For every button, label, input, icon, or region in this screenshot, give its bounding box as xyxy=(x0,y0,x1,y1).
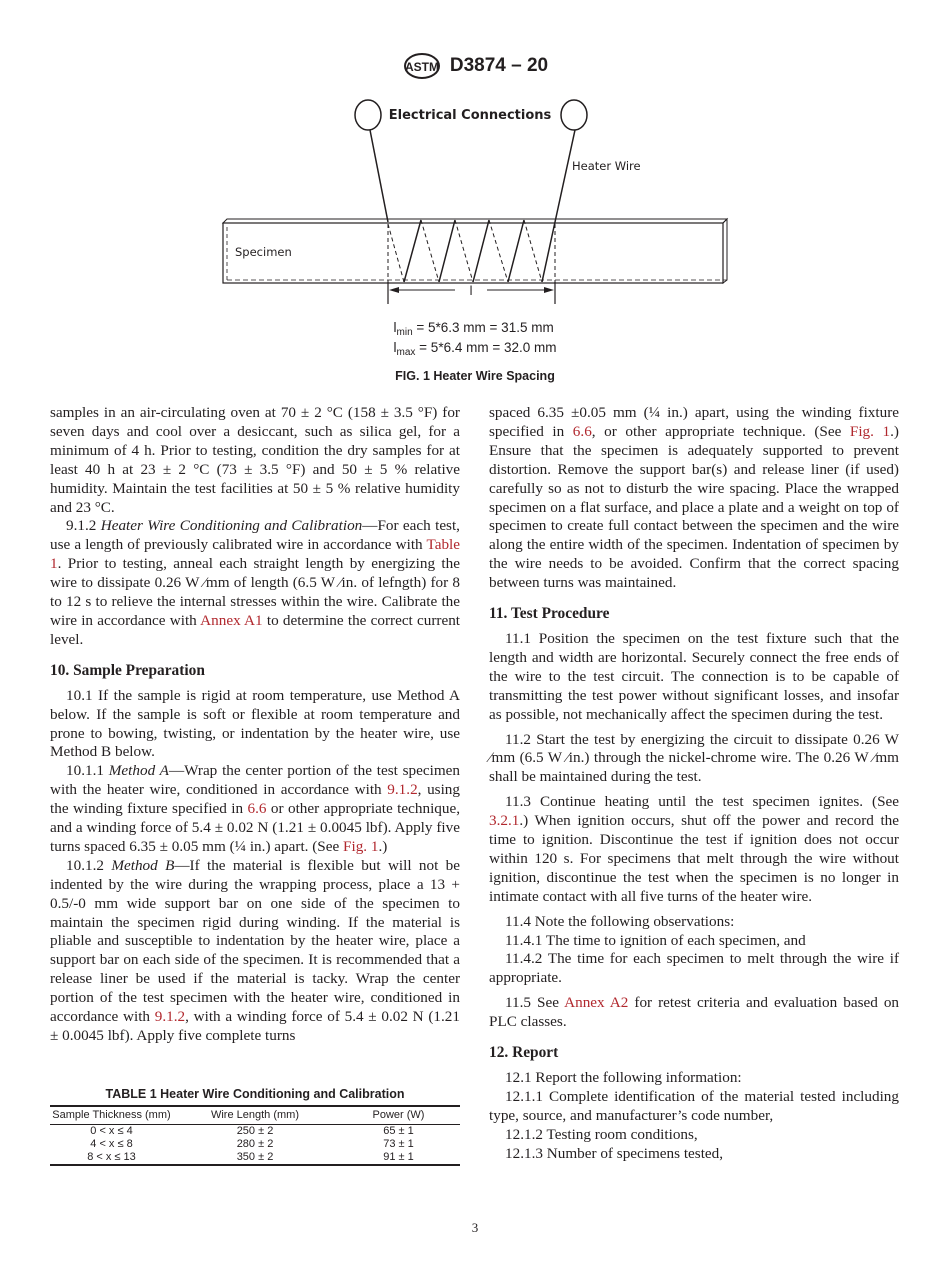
link-3-2-1[interactable]: 3.2.1 xyxy=(489,812,520,830)
page-header xyxy=(0,52,950,80)
paragraph-conditioning-cont: samples in an air-circulating oven at 70 ± 2 °C (158 ± 3.5 °F) for seven days and cool over a desiccant, such as silica gel, for a minimum of 4 h. Prior to testing, condition the dry samples for at least 40 h at 23 ± 2 °C (73 ± 3.5 °F) and 50 ± 5 % relative humidity. Maintain the test facilities at 50 ± 5 % relative humidity and 23 °C. xyxy=(50,404,460,516)
link-fig-1[interactable]: Fig. 1 xyxy=(343,837,379,855)
table-1 xyxy=(50,1087,460,1166)
link-9-1-2[interactable]: 9.1.2 xyxy=(387,781,418,799)
formula-max: $l_{max} = 5*6.4$ mm = 32.0 mm xyxy=(393,340,557,358)
section-heading-11: 11. Test Procedure xyxy=(489,605,610,623)
paragraph-9-1-2: 9.1.2 Heater Wire Conditioning and Calibration—For each test, use a length of previously calibrated wire in accordance with Table 1. Prior to testing, anneal each straight length by energizing the wire to dissipate 0.26 W ⁄mm of length (6.5 W ⁄in. of lefngth) for 8 to 12 s to relieve the internal stresses within the wire. Calibrate the wire in accordance with Annex A1 to determine the correct current level. xyxy=(50,517,461,648)
table-row: 8 < x ≤ 13 350 ± 2 91 ± 1 xyxy=(50,1151,460,1165)
astm-logo-icon xyxy=(402,52,442,80)
document-id: D3874 – 20 xyxy=(449,55,549,76)
formula-min: $l_{min} = 5*6.3$ mm = 31.5 mm xyxy=(393,320,554,338)
left-connection-terminal-icon xyxy=(355,100,381,130)
paragraph-11-5: 11.5 See Annex A2 for retest criteria and evaluation based on PLC classes. xyxy=(489,994,900,1031)
page-number: 3 xyxy=(471,1220,479,1235)
paragraph-12-1: 12.1 Report the following information: xyxy=(505,1069,742,1086)
figure-caption-block xyxy=(0,320,950,383)
length-symbol-label: l xyxy=(469,284,473,298)
link-annex-a2[interactable]: Annex A2 xyxy=(564,994,629,1012)
right-column xyxy=(489,404,899,1164)
paragraph-12-1-1: 12.1.1 Complete identification of the material tested including type, source, and manufacturer’s code number, xyxy=(489,1087,899,1124)
link-6-6[interactable]: 6.6 xyxy=(572,422,592,440)
paragraph-10-1-1: 10.1.1 Method A—Wrap the center portion of the test specimen with the heater wire, conditioned in accordance with 9.1.2, using the winding fixture specified in 6.6 or other appropriate technique, and a winding force of 5.4 ± 0.02 N (1.21 ± 0.0045 lbf). Apply five turns spaced 6.35 ± 0.05 mm (¼ in.) apart. (See Fig. 1.) xyxy=(50,762,461,855)
link-table-1[interactable]: Table 1 xyxy=(50,536,460,573)
section-heading-12: 12. Report xyxy=(489,1044,559,1062)
specimen-label: Specimen xyxy=(235,245,292,259)
paragraph-11-1: 11.1 Position the specimen on the test fixture such that the length and width are horizontal. Securely connect the free ends of the wire to the test circuit. The connection is to be capable of transmitting the test power without significant losses, and insofar as possible, not mechanically affect the specimen during the test. xyxy=(489,629,899,723)
electrical-connections-label: Electrical Connections xyxy=(388,108,552,123)
left-column xyxy=(50,404,460,1046)
column-header-power: Power (W) xyxy=(372,1109,425,1121)
table-row: 4 < x ≤ 8 280 ± 2 73 ± 1 xyxy=(90,1138,414,1150)
paragraph-11-2: 11.2 Start the test by energizing the circuit to dissipate 0.26 W ⁄mm (6.5 W ⁄in.) through the nickel-chrome wire. The 0.26 W ⁄mm shall be maintained during the test. xyxy=(489,730,899,786)
link-9-1-2[interactable]: 9.1.2 xyxy=(154,1008,186,1026)
paragraph-method-b-cont: spaced 6.35 ±0.05 mm (¼ in.) apart, using the winding fixture specified in 6.6, or other appropriate technique. (See Fig. 1.) Ensure that the specimen is adequately supported to prevent distortion. Remove the support bar(s) and release liner (if used) carefully so as not to disturb the wire spacing. Place the wrapped specimen on a flat surface, and place a plate and a weight on top of specimen to create full contact between the specimen and the wire along the entire width of the specimen. Indentation of specimen by the wire needs to be avoided. Confirm that the correct spacing between turns was maintained. xyxy=(489,404,899,592)
paragraph-10-1-2: 10.1.2 Method B—If the material is flexible but will not be indented by the wire during the wrapping process, place a 13 + 0.5/-0 mm wide support bar on one side of the specimen to maintain the specimen rigid during winding. If the material is pliable and susceptible to indentation by the heater wire, place a support bar on each side of the specimen. It is recommended that a release liner be used if the material is tacky. Wrap the center portion of the test specimen with the heater wire, conditioned in accordance with 9.1.2, with a winding force of 5.4 ± 0.02 N (1.21 ± 0.0045 lbf). Apply five complete turns xyxy=(50,856,461,1044)
svg-text:ASTM: ASTM xyxy=(404,60,439,74)
heater-wire-diagram xyxy=(215,92,735,322)
paragraph-12-1-3: 12.1.3 Number of specimens tested, xyxy=(505,1144,724,1162)
link-6-6[interactable]: 6.6 xyxy=(247,800,267,818)
paragraph-11-4: 11.4 Note the following observations: xyxy=(505,912,735,930)
column-header-thickness: Sample Thickness (mm) xyxy=(52,1109,171,1121)
link-fig-1[interactable]: Fig. 1 xyxy=(849,422,891,440)
paragraph-10-1: 10.1 If the sample is rigid at room temperature, use Method A below. If the sample is soft or flexible at room temperature and prone to bowing, twisting, or indentation by the heater wire, use Method B below. xyxy=(50,686,460,761)
paragraph-11-4-1: 11.4.1 The time to ignition of each specimen, and xyxy=(505,931,806,949)
length-formulas xyxy=(394,320,557,360)
section-heading-10: 10. Sample Preparation xyxy=(50,661,205,679)
heater-wire-label: Heater Wire xyxy=(572,159,641,173)
right-connection-terminal-icon xyxy=(561,100,587,130)
paragraph-11-3: 11.3 Continue heating until the test specimen ignites. (See 3.2.1.) When ignition occurs, shut off the power and record the time to ignition. Discontinue the test if ignition does not occur within 120 s. For specimens that melt through the wire without ignition, discontinue the test when the specimen is no longer in intimate contact with all five turns of the heater wire. xyxy=(489,793,899,905)
paragraph-12-1-2: 12.1.2 Testing room conditions, xyxy=(505,1125,698,1143)
figure-title: FIG. 1 Heater Wire Spacing xyxy=(395,369,555,383)
table-title: TABLE 1 Heater Wire Conditioning and Calibration xyxy=(105,1087,405,1101)
table-header-row xyxy=(50,1106,460,1125)
paragraph-11-4-2: 11.4.2 The time for each specimen to melt through the wire if appropriate. xyxy=(489,950,899,987)
column-header-wire-length: Wire Length (mm) xyxy=(210,1109,300,1121)
heater-wire-table xyxy=(50,1105,460,1166)
link-annex-a1[interactable]: Annex A1 xyxy=(200,611,263,629)
table-row: 0 < x ≤ 4 250 ± 2 65 ± 1 xyxy=(90,1125,414,1137)
